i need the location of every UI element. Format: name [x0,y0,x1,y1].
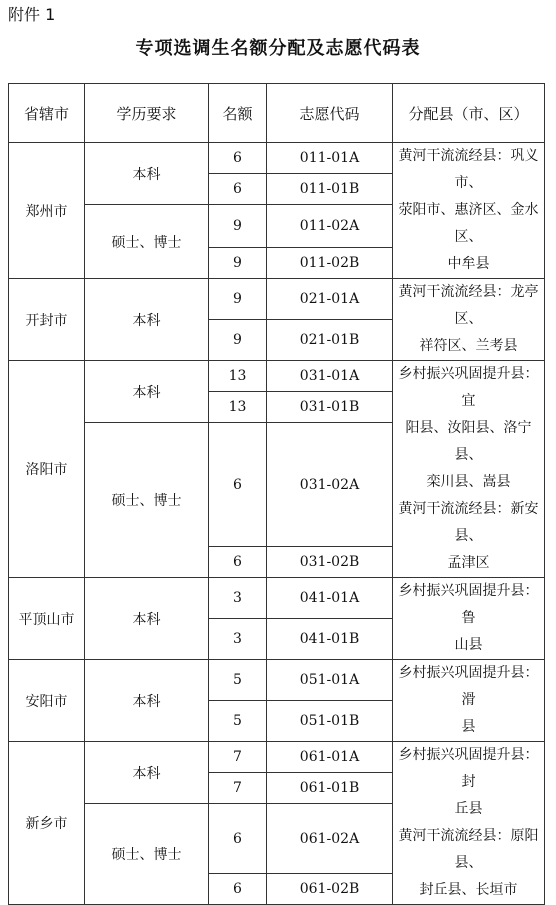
city-cell: 平顶山市 [9,578,85,660]
county-line: 阳县、汝阳县、洛宁县、 [405,420,532,463]
code-cell: 031-01A [267,361,393,392]
header-city: 省辖市 [9,84,85,143]
education-cell: 本科 [85,578,209,660]
code-cell: 031-02A [267,423,393,547]
code-cell: 061-02A [267,804,393,874]
county-cell [393,143,545,279]
quota-cell: 9 [209,320,267,361]
quota-cell: 9 [209,279,267,320]
header-education: 学历要求 [85,84,209,143]
county-line: 黄河干流流经县：巩义市、 [398,148,539,191]
table-row [9,578,545,619]
education-cell: 硕士、博士 [85,804,209,905]
code-cell: 011-01A [267,143,393,174]
county-line: 中牟县 [447,256,490,272]
quota-cell: 6 [209,874,267,905]
county-line: 山县 [454,637,483,653]
county-line: 封丘县、长垣市 [419,882,518,898]
quota-cell: 7 [209,742,267,773]
education-cell: 本科 [85,361,209,423]
quota-cell: 6 [209,423,267,547]
header-code: 志愿代码 [267,84,393,143]
education-cell: 本科 [85,660,209,742]
quota-cell: 6 [209,174,267,205]
county-line: 祥符区、兰考县 [419,338,518,354]
city-cell: 安阳市 [9,660,85,742]
code-cell: 041-01B [267,619,393,660]
city-cell: 郑州市 [9,143,85,279]
code-cell: 051-01A [267,660,393,701]
code-cell: 031-02B [267,547,393,578]
city-cell: 洛阳市 [9,361,85,578]
quota-cell: 13 [209,361,267,392]
quota-cell: 5 [209,660,267,701]
education-cell: 硕士、博士 [85,205,209,279]
table-row [9,279,545,320]
quota-cell: 7 [209,773,267,804]
table-row [9,361,545,392]
code-cell: 021-01B [267,320,393,361]
county-line: 乡村振兴巩固提升县：宜 [398,366,539,409]
county-line: 乡村振兴巩固提升县：滑 [398,665,539,708]
code-cell: 011-02B [267,248,393,279]
county-line: 荥阳市、惠济区、金水区、 [398,202,539,245]
county-line: 丘县 [454,801,483,817]
table-row [9,143,545,174]
quota-cell: 9 [209,248,267,279]
county-line: 黄河干流流经县：原阳县、 [398,828,539,871]
quota-cell: 3 [209,619,267,660]
code-cell: 041-01A [267,578,393,619]
education-cell: 本科 [85,279,209,361]
county-line: 栾川县、嵩县 [426,474,511,490]
quota-cell: 6 [209,804,267,874]
county-cell [393,361,545,578]
county-cell [393,742,545,905]
table-row [9,660,545,701]
quota-cell: 6 [209,143,267,174]
code-cell: 011-02A [267,205,393,248]
education-cell: 硕士、博士 [85,423,209,578]
city-cell: 新乡市 [9,742,85,905]
code-cell: 061-01B [267,773,393,804]
county-cell [393,279,545,361]
city-cell: 开封市 [9,279,85,361]
code-cell: 061-01A [267,742,393,773]
county-line: 孟津区 [447,555,490,571]
county-line: 乡村振兴巩固提升县：封 [398,747,539,790]
code-cell: 051-01B [267,701,393,742]
county-cell [393,578,545,660]
header-quota: 名额 [209,84,267,143]
code-cell: 021-01A [267,279,393,320]
header-row [9,84,545,143]
county-line: 县 [461,719,476,735]
education-cell: 本科 [85,143,209,205]
education-cell: 本科 [85,742,209,804]
county-line: 乡村振兴巩固提升县：鲁 [398,583,539,626]
table-row [9,742,545,773]
quota-cell: 9 [209,205,267,248]
county-line: 黄河干流流经县：龙亭区、 [398,284,539,327]
county-cell [393,660,545,742]
table-body [9,143,545,905]
code-cell: 061-02B [267,874,393,905]
code-cell: 011-01B [267,174,393,205]
quota-cell: 3 [209,578,267,619]
code-cell: 031-01B [267,392,393,423]
quota-cell: 6 [209,547,267,578]
header-counties: 分配县（市、区） [393,84,545,143]
quota-cell: 13 [209,392,267,423]
document-title: 专项选调生名额分配及志愿代码表 [135,38,421,59]
quota-cell: 5 [209,701,267,742]
quota-table [8,83,545,905]
attachment-label: 附件 1 [8,5,56,24]
county-line: 黄河干流流经县：新安县、 [398,501,539,544]
